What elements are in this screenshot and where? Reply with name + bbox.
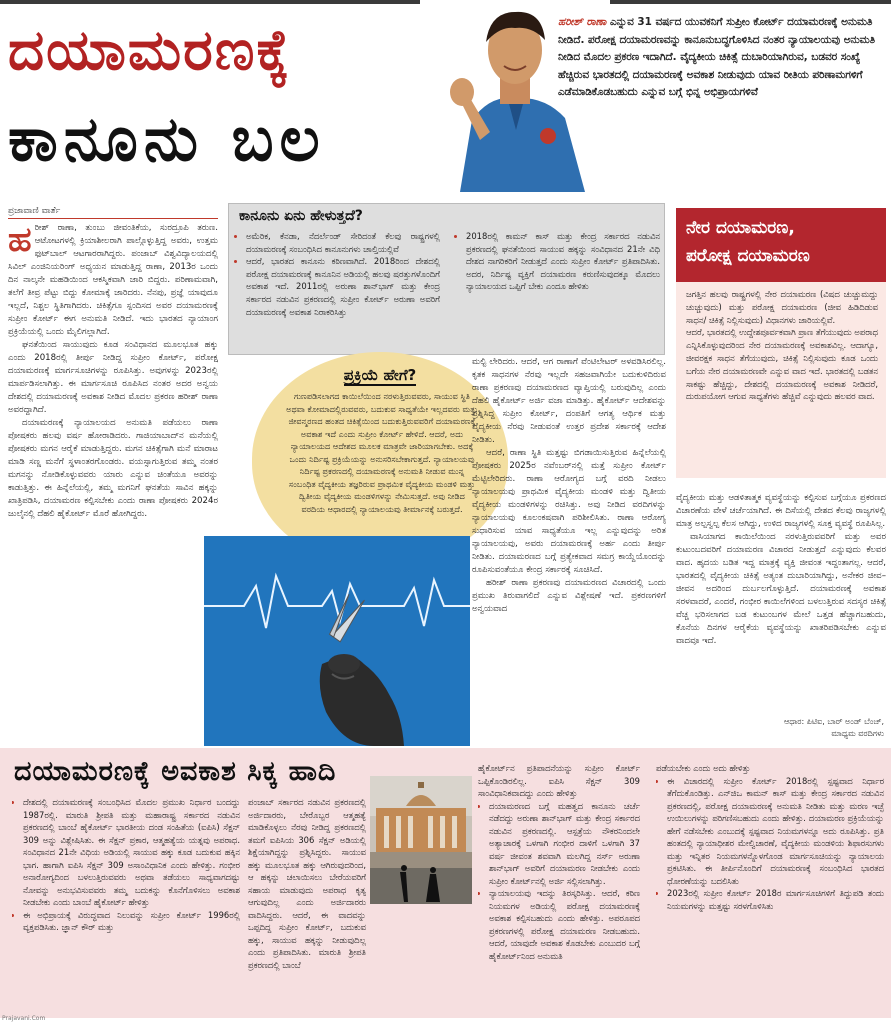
- col2-paragraph-1: ಮಲ್ಟಿ ಲೇರಿದರು. ಆದರೆ, ಆಗ ರಾಣಾಗೆ ವೆಂಟಿಲೇಟರ್‌ ಅಳವಡಿಸಿರಲಿಲ್ಲ. ಕೃತಕ ಸಾಧನಗಳ ನೆರವು ಇಲ್ಲದೇ ಸಹಜವಾಗಿಯೇ ಬದುಕುಳಿದಿರುವ ರಾಣಾ ಪ್ರಕರಣವು ದಯಾಮರಣದ ವ್ಯಾಪ್ತಿಯಲ್ಲಿ ಬರುವುದಿಲ್ಲ ಎಂದು ದೆಹಲಿ ಹೈಕೋರ್ಟ್‌ ಅರ್ಜಿ ವಜಾ ಮಾಡಿತ್ತು. ಹೈಕೋರ್ಟ್‌ ಆದೇಶವನ್ನು ಪ್ರಶ್ನಿಸಿದ್ದ ಸುಪ್ರೀಂ ಕೋರ್ಟ್‌, ದಂಪತಿಗೆ ಆಗತ್ಯ ಆರ್ಥಿಕ ಮತ್ತು ವೈದ್ಯಕೀಯ ನೆರವು ನೀಡುವಂತೆ ಉತ್ತರ ಪ್ರದೇಶ ಸರ್ಕಾರಕ್ಕೆ ಆದೇಶ ನೀಡಿತು.: [472, 357, 666, 445]
- intro-paragraph: [558, 14, 883, 102]
- law-point: • ಅಮೆರಿಕ, ಕೆನಡಾ, ನೆದರ್ಲೆಂಡ್‌ ಸೇರಿದಂತೆ ಕೆಲವು ರಾಷ್ಟ್ರಗಳಲ್ಲಿ ದಯಾಮರಣಕ್ಕೆ ಸಂಬಂಧಿಸಿದ ಕಾನೂನುಗಳು ಚಾಲ್ತಿಯಲ್ಲಿವೆ: [246, 230, 440, 255]
- timeline-point: • 2023ರಲ್ಲಿ ಸುಪ್ರೀಂ ಕೋರ್ಟ್‌ 2018ರ ಮಾರ್ಗಸೂಚಿಗಳಿಗೆ ತಿದ್ದುಪಡಿ ತಂದು ನಿಯಮಗಳನ್ನು ಮತ್ತಷ್ಟು ಸರಳಗೊಳಿಸಿತು: [667, 887, 884, 912]
- right-box-paragraph-1: ಜಗತ್ತಿನ ಹಲವು ರಾಷ್ಟ್ರಗಳಲ್ಲಿ ನೇರ ದಯಾಮರಣ (ವಿಷದ ಚುಚ್ಚುಮದ್ದು ಚುಚ್ಚುವುದು) ಮತ್ತು ಪರೋಕ್ಷ ದಯಾಮರಣ (ಜೀವ ಹಿಡಿದಿಡುವ ಸಾಧನ/ ಚಿಕಿತ್ಸೆ ನಿಲ್ಲಿಸುವುದು) ವಿಧಾನಗಳು ಜಾರಿಯಲ್ಲಿವೆ.: [686, 289, 878, 325]
- article-column-3: [676, 492, 886, 648]
- direct-indirect-title-1: ನೇರ ದಯಾಮರಣ,: [686, 218, 795, 238]
- right-box-paragraph-2: ಆದರೆ, ಭಾರತದಲ್ಲಿ ಉದ್ದೇಶಪೂರ್ವಕವಾಗಿ ಪ್ರಾಣ ತೆಗೆಯುವುದು ಅಪರಾಧ ಎನ್ನಿಸಿಕೊಳ್ಳುವುದರಿಂದ ನೇರ ದಯಾಮರಣಕ್ಕೆ ಅವಕಾಶವಿಲ್ಲ. ಆದಾಗ್ಯೂ, ಜೀವರಕ್ಷಕ ಸಾಧನ ತೆಗೆಯುವುದು, ಚಿಕಿತ್ಸೆ ನಿಲ್ಲಿಸುವುದು ಕೂಡ ಒಂದು ಬಗೆಯ ನೇರ ದಯಾಮರಣವೇ ಎನ್ನುವ ವಾದ ಇದೆ. ಭಾರತದಲ್ಲಿ ಬಡತನ ಸಾಕಷ್ಟು ಹೆಚ್ಚಿದ್ದು, ದೇಶದಲ್ಲಿ ದಯಾಮರಣಕ್ಕೆ ಅವಕಾಶ ನೀಡಿದರೆ, ದುರುಪಯೋಗ ಆಗುವ ಸಾಧ್ಯತೆಗಳು ಹೆಚ್ಚಿವೆ ಎನ್ನುವುದು ಹಲವರ ವಾದ.: [686, 327, 878, 402]
- scissors-cutting-heartbeat-illustration: [204, 536, 470, 746]
- direct-indirect-header: [676, 208, 886, 282]
- col1-paragraph-1: ರೀಶ್‌ ರಾಣಾ, ತುಂಬು ಜೀವಂತಿಕೆಯ, ಸುರದ್ರೂಪಿ ತರುಣ. ಆಟೋಟಗಳಲ್ಲಿ ಕ್ರಿಯಾಶೀಲರಾಗಿ ಪಾಲ್ಗೊಳ್ಳುತ್ತಿದ್ದ ಅವರು, ಉತ್ತಮ ಫುಟ್‌ಬಾಲ್‌ ಆಟಗಾರರಾಗಿದ್ದರು. ಪಂಜಾಬ್‌ ವಿಶ್ವವಿದ್ಯಾಲಯದಲ್ಲಿ ಸಿವಿಲ್‌ ಎಂಜಿನಿಯರಿಂಗ್‌ ಅಧ್ಯಯನ ಮಾಡುತ್ತಿದ್ದ ರಾಣಾ, 2013ರ ಒಂದು ದಿನ ನಾಲ್ಕನೇ ಮಹಡಿಯಿಂದ ಆಕಸ್ಮಿಕವಾಗಿ ಜಾರಿ ಬಿದ್ದರು. ಪರಿಣಾಮವಾಗಿ, ತಲೆಗೆ ತೀವ್ರ ಪೆಟ್ಟು ಬಿದ್ದು ಕೋಮಾಕ್ಕೆ ಜಾರಿದರು. ನೆನಪು, ಪ್ರಜ್ಞೆ ಯಾವುದೂ ಇಲ್ಲದೆ, ನಿಶ್ಚಲ ಸ್ಥಿತಿಗಾಗಿದರು. ಚಿಕಿತ್ಸೆಗೂ ಸ್ಪಂದಿಸದ ಅವರ ದಯಾಮರಣಕ್ಕೆ ಸುಪ್ರೀಂ ಕೋರ್ಟ್‌ ಈಗ ಅನುಮತಿ ನೀಡಿದೆ. ಇದು ಭಾರತದ ನ್ಯಾಯಾಂಗ ಪ್ರಕ್ರಿಯೆಯಲ್ಲಿ ಒಂದು ಮೈಲಿಗಲ್ಲಾಗಿದೆ.: [8, 223, 218, 337]
- article-column-2: [472, 356, 666, 616]
- timeline-column-2-text: ಪಂಜಾಬ್‌ ಸರ್ಕಾರದ ನಡುವಿನ ಪ್ರಕರಣದಲ್ಲಿ ಅರ್ಜಿದಾರರು, ಬೇರೊಬ್ಬರ ಆತ್ಮಹತ್ಯೆ ಮಾಡಿಕೊಳ್ಳಲು ನೆರವು ನೀಡಿದ್ದ ಪ್ರಕರಣದಲ್ಲಿ ತಮಗೆ ಐಪಿಸಿಯ 306 ಸೆಕ್ಷನ್‌ ಅಡಿಯಲ್ಲಿ ಶಿಕ್ಷೆಯಾಗಿದ್ದನ್ನು ಪ್ರಶ್ನಿಸಿದ್ದರು. ಸಾಯುವ ಹಕ್ಕು ಮೂಲಭೂತ ಹಕ್ಕು ಆಗಿರುವುದರಿಂದ, ಆ ಹಕ್ಕನ್ನು ಚಲಾಯಿಸಲು ಬೇರೆಯವರಿಗೆ ಸಹಾಯ ಮಾಡುವುದು ಅಪರಾಧ ಕೃತ್ಯ ಆಗುವುದಿಲ್ಲ ಎಂದು ಅರ್ಜಿದಾರರು ವಾದಿಸಿದ್ದರು. ಆದರೆ, ಈ ವಾದವನ್ನು ಒಪ್ಪದಿದ್ದ ಸುಪ್ರೀಂ ಕೋರ್ಟ್‌, ಬದುಕುವ ಹಕ್ಕು, ಸಾಯುವ ಹಕ್ಕನ್ನು ನೀಡುವುದಿಲ್ಲ ಎಂದು ಪ್ರತಿಪಾದಿಸಿತು. ಮಾರುತಿ ಶ್ರೀಪತಿ ಪ್ರಕರಣದಲ್ಲಿ ಬಾಂಬೆ: [248, 797, 366, 970]
- process-title: ಪ್ರಕ್ರಿಯೆ ಹೇಗೆ?: [343, 366, 417, 384]
- timeline-point: • ನ್ಯಾಯಾಲಯವು ಇದನ್ನು ತಿರಸ್ಕರಿಸಿತ್ತು. ಆದರೆ, ಕಠಿಣ ನಿಯಮಗಳ ಅಡಿಯಲ್ಲಿ ಪರೋಕ್ಷ ದಯಾಮರಣಕ್ಕೆ ಅವಕಾಶ ಕಲ್ಪಿಸಬಹುದು ಎಂದು ಹೇಳಿತ್ತು. ಅಪರೂಪದ ಪ್ರಕರಣಗಳಲ್ಲಿ ಪರೋಕ್ಷ ದಯಾಮರಣ ನೀಡಬಹುದು. ಆದರೆ, ಯಾವುದೇ ಅವಕಾಶ ಕೊಡಬೇಕು ಎಂಬುದರ ಬಗ್ಗೆ ಹೈಕೋರ್ಟ್‌ನಿಂದ ಅನುಮತಿ: [489, 887, 640, 962]
- timeline-column-1: [12, 796, 240, 1012]
- timeline-column-3-lead: ಹೈಕೋರ್ಟ್‌ನ ಪ್ರತಿಪಾದನೆಯನ್ನು ಸುಪ್ರೀಂ ಕೋರ್ಟ್‌ ಒಪ್ಪಿಕೊಂಡಿರಲಿಲ್ಲ. ಐಪಿಸಿ ಸೆಕ್ಷನ್‌ 309 ಸಾಂವಿಧಾನಿಕವಾದದ್ದು ಎಂದು ಹೇಳಿತ್ತು: [478, 763, 640, 798]
- headline-line-1: ದಯಾಮರಣಕ್ಕೆ: [8, 18, 292, 83]
- headline-line-2: ಕಾನೂನು ಬಲ: [8, 102, 326, 175]
- footer-credit: Prajavani.Com: [2, 1015, 46, 1022]
- col3-paragraph-2: ವಾಸಿಯಾಗದ ಕಾಯಿಲೆಯಿಂದ ನರಳುತ್ತಿರುವವರಿಗೆ ಮತ್ತು ಅವರ ಕುಟುಂಬದವರಿಗೆ ದಯಾಮರಣ ವಿಚಾರದ ನೀಡುತ್ತದೆ ಎನ್ನುವುದು ಕೆಲವರ ವಾದ. ಹೃದಯ ಬಡಿತ ಇದ್ದ ಮಾತ್ರಕ್ಕೆ ವ್ಯಕ್ತಿ ಜೀವಂತ ಇದ್ದಂತಾಗಲ್ಲ. ಆದರೆ, ಭಾರತದಲ್ಲಿ ವೈದ್ಯಕೀಯ ಚಿಕಿತ್ಸೆ ಅತ್ಯಂತ ದುಬಾರಿಯಾಗಿದ್ದು, ಅನೇಕರ ಜೀವ–ಜೀವನ ಅದರಿಂದ ದುರ್ಬಲಗೊಳ್ಳುತ್ತಿದೆ. ದಯಾಮರಣಕ್ಕೆ ಅವಕಾಶ ಸರಳವಾದರೆ, ಎಂದರೆ, ಗಂಭೀರ ಕಾಯಿಲೆಗಳಿಂದ ಬಳಲುತ್ತಿರುವ ಸದಸ್ಯರ ಚಿಕಿತ್ಸೆ ವೆಚ್ಚ ಭರಿಸಲಾಗದ ಬಡ ಕುಟುಂಬಗಳ ಮೇಲೆ ಒತ್ತಡ ಹೆಚ್ಚಾಗಬಹುದು, ಕೊನೆಯ ದಿನಗಳ ಆರೈಕೆಯ ವ್ಯವಸ್ಥೆಯನ್ನು ಖಾತರಿಪಡಿಸಬೇಕು ಎನ್ನುವ ವಾದವೂ ಇದೆ.: [676, 532, 886, 646]
- law-box: [228, 203, 665, 355]
- intro-name: ಹರೀಶ್‌ ರಾಣಾ: [558, 16, 607, 28]
- direct-indirect-box: [676, 208, 886, 478]
- process-text: ಗುಣಪಡಿಸಲಾಗದ ಕಾಯಿಲೆಯಿಂದ ನರಳುತ್ತಿರುವವರು, ಸಾಯುವ ಸ್ಥಿತಿ ಅಥವಾ ಕೋಮಾದಲ್ಲಿರುವವರು, ಬದುಕುವ ಸಾಧ್ಯತೆಯೇ ಇಲ್ಲದವರು ಮತ್ತು ಜೀವನ್ಮರಣದ ಹಂತದ ಚಿಕಿತ್ಸೆಯಿಂದ ಬದುಕುತ್ತಿರುವವರಿಗೆ ದಯಾಮರಣಕ್ಕೆ ಅವಕಾಶ ಇದೆ ಎಂದು ಸುಪ್ರೀಂ ಕೋರ್ಟ್‌ ಹೇಳಿದೆ. ಆದರೆ, ಅದು ನ್ಯಾಯಾಲಯದ ಆದೇಶದ ಮೂಲಕ ಮಾತ್ರವೇ ಜಾರಿಯಾಗಬೇಕು. ಅದಕ್ಕೆ ಒಂದು ನಿರ್ದಿಷ್ಟ ಪ್ರಕ್ರಿಯೆಯನ್ನು ಅನುಸರಿಸಬೇಕಾಗುತ್ತದೆ. ನ್ಯಾಯಾಲಯವು ನಿರ್ದಿಷ್ಟ ಪ್ರಕರಣದಲ್ಲಿ ದಯಾಮರಣಕ್ಕೆ ಅನುಮತಿ ನೀಡುವ ಮುನ್ನ ಸಂಬಂಧಿತ ವೈದ್ಯಕೀಯ ತಜ್ಞರಿರುವ ಪ್ರಾಥಮಿಕ ವೈದ್ಯಕೀಯ ಮಂಡಳಿ ಮತ್ತು ದ್ವಿತೀಯ ವೈದ್ಯಕೀಯ ಮಂಡಳಿಗಳನ್ನು ನೇಮಿಸುತ್ತದೆ. ಅವು ನೀಡಿದ ವರದಿಯ ಆಧಾರದಲ್ಲಿ ನ್ಯಾಯಾಲಯವು ತೀರ್ಮಾನಕ್ಕೆ ಬರುತ್ತದೆ.: [286, 391, 478, 514]
- source-line-2: ಮಾಧ್ಯಮ ವರದಿಗಳು: [831, 729, 884, 738]
- timeline-column-3: [478, 762, 640, 1012]
- source-line-1: ಆಧಾರ: ಪಿಟಿಐ, ಬಾರ್‌ ಅಂಡ್‌ ಬೆಂಚ್‌,: [784, 717, 884, 726]
- law-box-left: [235, 230, 440, 318]
- timeline-point: • ದೇಶದಲ್ಲಿ ದಯಾಮರಣಕ್ಕೆ ಸಂಬಂಧಿಸಿದ ಮೊದಲ ಪ್ರಮುಖ ನಿರ್ಧಾರ ಬಂದದ್ದು 1987ರಲ್ಲಿ. ಮಾರುತಿ ಶ್ರೀಪತಿ ಮತ್ತು ಮಹಾರಾಷ್ಟ್ರ ಸರ್ಕಾರದ ನಡುವಿನ ಪ್ರಕರಣದಲ್ಲಿ ಬಾಂಬೆ ಹೈಕೋರ್ಟ್‌ ಭಾರತೀಯ ದಂಡ ಸಂಹಿತೆಯ (ಐಪಿಸಿ) ಸೆಕ್ಷನ್‌ 309 ಅನ್ನು ವಿಶ್ಲೇಷಿಸಿತು. ಈ ಸೆಕ್ಷನ್‌ ಪ್ರಕಾರ, ಆತ್ಮಹತ್ಯೆಯ ಯತ್ನವು ಅಪರಾಧ. ಸಂವಿಧಾನದ 21ನೇ ವಿಧಿಯ ಅಡಿಯಲ್ಲಿ ಸಾಯುವ ಹಕ್ಕು ಕೂಡ ಬದುಕುವ ಹಕ್ಕಿನ ಭಾಗ. ಹಾಗಾಗಿ ಐಪಿಸಿ ಸೆಕ್ಷನ್‌ 309 ಅಸಾಂವಿಧಾನಿಕ ಎಂದು ಹೇಳಿತ್ತು. ಗಂಭೀರ ಅನಾರೋಗ್ಯದಿಂದ ಬಳಲುತ್ತಿರುವವರು ಅಥವಾ ತಡೆಯಲು ಸಾಧ್ಯವಾಗದಷ್ಟು ನೋವನ್ನು ಅನುಭವಿಸುವವರು ತಮ್ಮ ಬದುಕನ್ನು ಕೊನೆಗೊಳಿಸಲು ಅವಕಾಶ ನೀಡಬೇಕು ಎಂದು ಬಾಂಬೆ ಹೈಕೋರ್ಟ್‌ ಹೇಳಿತ್ತು: [23, 796, 240, 909]
- direct-indirect-text: [686, 288, 878, 403]
- timeline-column-4-lead: ಪಡೆಯಬೇಕು ಎಂದು ಅದು ಹೇಳಿತ್ತು: [656, 763, 751, 773]
- byline: ಪ್ರಜಾವಾಣಿ ವಾರ್ತೆ: [8, 206, 61, 216]
- col2-paragraph-3: ಹರೀಶ್‌ ರಾಣಾ ಪ್ರಕರಣವು ದಯಾಮರಣದ ವಿಚಾರದಲ್ಲಿ ಒಂದು ಪ್ರಮುಖ ತಿರುವಾಗಲಿದೆ ಎನ್ನುವ ವಿಶ್ಲೇಷಣೆ ಇದೆ. ಪ್ರಕರಣಗಳಿಗೆ ಅನ್ವಯವಾದ: [472, 578, 666, 614]
- direct-indirect-title-2: ಪರೋಕ್ಷ ದಯಾಮರಣ: [686, 246, 810, 266]
- law-point: • 2018ರಲ್ಲಿ ಕಾಮನ್‌ ಕಾಸ್‌ ಮತ್ತು ಕೇಂದ್ರ ಸರ್ಕಾರದ ನಡುವಿನ ಪ್ರಕರಣದಲ್ಲಿ ಘನತೆಯಿಂದ ಸಾಯುವ ಹಕ್ಕನ್ನು ಸಂವಿಧಾನದ 21ನೇ ವಿಧಿ ದೇಶದ ನಾಗರಿಕರಿಗೆ ನೀಡುತ್ತದೆ ಎಂದು ಸುಪ್ರೀಂ ಕೋರ್ಟ್‌ ಪ್ರತಿಪಾದಿಸಿತು. ಅದರ, ನಿರ್ದಿಷ್ಟ ವ್ಯಕ್ತಿಗೆ ದಯಾಮರಣ ಕರುಣಿಸುವುದಕ್ಕೂ ಮೊದಲು ನ್ಯಾಯಾಲಯದ ಒಪ್ಪಿಗೆ ಬೇಕು ಎಂದೂ ಹೇಳಿತು: [466, 230, 660, 293]
- col2-paragraph-2: ಆದರೆ, ರಾಣಾ ಸ್ಥಿತಿ ಮತ್ತಷ್ಟು ಬಿಗಡಾಯಿಸುತ್ತಿರುವ ಹಿನ್ನೆಲೆಯಲ್ಲಿ ಪೋಷಕರು 2025ರ ನವೆಂಬರ್‌ನಲ್ಲಿ ಮತ್ತೆ ಸುಪ್ರೀಂ ಕೋರ್ಟ್‌ ಮೆಟ್ಟಿಲೇರಿದರು. ರಾಣಾ ಆರೋಗ್ಯದ ಬಗ್ಗೆ ವರದಿ ನೀಡಲು ನ್ಯಾಯಾಲಯವು ಪ್ರಾಥಮಿಕ ವೈದ್ಯಕೀಯ ಮಂಡಳಿ ಮತ್ತು ದ್ವಿತೀಯ ವೈದ್ಯಕೀಯ ಮಂಡಳಿಗಳನ್ನು ರಚಿಸಿತ್ತು. ಅವು ನೀಡಿದ ವರದಿಗಳನ್ನು ನ್ಯಾಯಾಲಯವು ಕೂಲಂಕಷವಾಗಿ ಪರಿಶೀಲಿಸಿತು. ರಾಣಾ ಆರೋಗ್ಯ ಸುಧಾರಿಸುವ ಯಾವ ಸಾಧ್ಯತೆಯೂ ಇಲ್ಲ ಎನ್ನುವುದನ್ನು ಅರಿತ ನ್ಯಾಯಾಲಯವು, ಅವರು ದಯಾಮರಣಕ್ಕೆ ಅರ್ಹ ಎಂದು ತೀರ್ಪು ನೀಡಿತು. ದಯಾಮರಣದ ಬಗ್ಗೆ ಪ್ರತ್ಯೇಕವಾದ ಸಮಗ್ರ ಕಾಯ್ದೆಯೊಂದನ್ನು ರೂಪಿಸುವಂತೆಯೂ ಕೇಂದ್ರ ಸರ್ಕಾರಕ್ಕೆ ಸೂಚಿಸಿದೆ.: [472, 448, 666, 575]
- process-text-wrap: [286, 390, 478, 515]
- law-point: • ಆದರೆ, ಭಾರತದ ಕಾನೂನು ಕಠಿಣವಾಗಿದೆ. 2018ರಿಂದ ದೇಶದಲ್ಲಿ ಪರೋಕ್ಷ ದಯಾಮರಣಕ್ಕೆ ಕಾನೂನಿನ ಅಡಿಯಲ್ಲಿ ಹಲವು ಷರತ್ತುಗಳೊಂದಿಗೆ ಅವಕಾಶ ಇದೆ. 2011ರಲ್ಲಿ ಅರುಣಾ ಶಾನ್‌ಭಾಗ್‌ ಮತ್ತು ಕೇಂದ್ರ ಸರ್ಕಾರದ ನಡುವಿನ ಪ್ರಕರಣದಲ್ಲಿ ಸುಪ್ರೀಂ ಕೋರ್ಟ್‌ ಅರುಣಾ ಅವರಿಗೆ ದಯಾಮರಣಕ್ಕೆ ಅವಕಾಶ ನಿರಾಕರಿಸಿತ್ತು: [246, 255, 440, 318]
- timeline-title: ದಯಾಮರಣಕ್ಕೆ ಅವಕಾಶ ಸಿಕ್ಕ ಹಾದಿ: [14, 756, 337, 787]
- intro-text: ಎನ್ನುವ 31 ವರ್ಷದ ಯುವಕನಿಗೆ ಸುಪ್ರೀಂ ಕೋರ್ಟ್‌ ದಯಾಮರಣಕ್ಕೆ ಅನುಮತಿ ನೀಡಿದೆ. ಪರೋಕ್ಷ ದಯಾಮರಣವನ್ನು ಕಾನೂನುಬದ್ಧಗೊಳಿಸಿದ ನಂತರ ನ್ಯಾಯಾಲಯವು ಅನುಮತಿ ನೀಡಿದ ಮೊದಲ ಪ್ರಕರಣ ಇದಾಗಿದೆ. ವೈದ್ಯಕೀಯ ಚಿಕಿತ್ಸೆ ದುಬಾರಿಯಾಗಿರುವ, ಬಡವರ ಸಂಖ್ಯೆ ಹೆಚ್ಚಿರುವ ಭಾರತದಲ್ಲಿ ದಯಾಮರಣಕ್ಕೆ ಅವಕಾಶ ನೀಡುವುದು ಯಾವ ರೀತಿಯ ಪರಿಣಾಮಗಳಿಗೆ ಎಡೆಮಾಡಿಕೊಡಬಹುದು ಎನ್ನುವ ಬಗ್ಗೆ ಭಿನ್ನ ಅಭಿಪ್ರಾಯಗಳಿವೆ: [558, 16, 876, 98]
- timeline-point: • ದಯಾಮರಣದ ಬಗ್ಗೆ ಮಹತ್ವದ ಕಾನೂನು ಚರ್ಚೆ ನಡೆದದ್ದು ಅರುಣಾ ಶಾನ್‌ಭಾಗ್‌ ಮತ್ತು ಕೇಂದ್ರ ಸರ್ಕಾರದ ನಡುವಿನ ಪ್ರಕರಣದಲ್ಲಿ. ಆಸ್ಪತ್ರೆಯ ನೌಕರನಿಂದಲೇ ಅತ್ಯಾಚಾರಕ್ಕೆ ಒಳಗಾಗಿ ಗಂಭೀರ ದಾಳಿಗೆ ಒಳಗಾಗಿ 37 ವರ್ಷ ಜೀವಂತ ಶವವಾಗಿ ಮಲಗಿದ್ದ ನರ್ಸ್‌ ಅರುಣಾ ಶಾನ್‌ಭಾಗ್‌ ಅವರಿಗೆ ದಯಾಮರಣ ನೀಡಬೇಕು ಎಂದು ಸುಪ್ರೀಂ ಕೋರ್ಟ್‌ನಲ್ಲಿ ಅರ್ಜಿ ಸಲ್ಲಿಸಲಾಗಿತ್ತು.: [489, 800, 640, 888]
- col1-paragraph-3: ದಯಾಮರಣಕ್ಕೆ ನ್ಯಾಯಾಲಯದ ಅನುಮತಿ ಪಡೆಯಲು ರಾಣಾ ಪೋಷಕರು ಹಲವು ವರ್ಷ ಹೋರಾಡಿದರು. ಗಾಜಿಯಾಬಾದ್‌ನ ಮನೆಯಲ್ಲಿ ಪೋಷಕರು ಮಗನ ಆರೈಕೆ ಮಾಡುತ್ತಿದ್ದರು. ಮಗನ ಚಿಕಿತ್ಸೆಗಾಗಿ ಮನೆ ಮಾರಾಟ ಮಾಡಿ ಸಣ್ಣ ಮನೆಗೆ ಸ್ಥಳಾಂತರಗೊಂಡರು. ವಯಸ್ಸಾಗುತ್ತಿರುವ ತಮ್ಮ ನಂತರ ಮಗನನ್ನು ನೋಡಿಕೊಳ್ಳುವವರು ಯಾರು ಎನ್ನುವ ಚಿಂತೆಯೂ ಅವರನ್ನು ಕಾಡುತ್ತಿತ್ತು. ಈ ಹಿನ್ನೆಲೆಯಲ್ಲಿ, ತಮ್ಮ ಮಗನಿಗೆ ಘನತೆಯ ಸಾವಿನ ಹಕ್ಕನ್ನು ಖಾತ್ರಿಪಡಿಸಿ, ದಯಾಮರಣ ಕಲ್ಪಿಸಬೇಕು ಎಂದು ರಾಣಾ ಪೋಷಕರು 2024ರ ಜುಲೈನಲ್ಲಿ ದೆಹಲಿ ಹೈಕೋರ್ಟ್‌ ಮೊರೆ ಹೋಗಿದ್ದರು.: [8, 418, 218, 519]
- byline-rule: [8, 218, 218, 219]
- law-box-right: [455, 230, 660, 293]
- article-column-1: [8, 222, 218, 762]
- timeline-column-2: [248, 796, 366, 1012]
- source-credit: [676, 716, 884, 740]
- timeline-point: • ಈ ವಿಚಾರದಲ್ಲಿ ಸುಪ್ರೀಂ ಕೋರ್ಟ್‌ 2018ರಲ್ಲಿ ಸ್ಪಷ್ಟವಾದ ನಿರ್ಧಾರ ತೆಗೆದುಕೊಂಡಿತ್ತು. ಎನ್‌ಜಿಒ ಕಾಮನ್‌ ಕಾಸ್‌ ಮತ್ತು ಕೇಂದ್ರ ಸರ್ಕಾರದ ನಡುವಿನ ಪ್ರಕರಣದಲ್ಲಿ, ಪರೋಕ್ಷ ದಯಾಮರಣಕ್ಕೆ ಅನುಮತಿ ನೀಡಿತು ಮತ್ತು ಮರಣ ಇಚ್ಛೆ ಉಯಿಲುಗಳನ್ನು ಪರಿಗಣಿಸಬಹುದು ಎಂದು ಹೇಳಿತ್ತು. ದಯಾಮರಣ ಪ್ರಕ್ರಿಯೆಯನ್ನು ಹೇಗೆ ನಡೆಸಬೇಕು ಎಂಬುದಕ್ಕೆ ಸ್ಪಷ್ಟವಾದ ನಿಯಮಗಳನ್ನೂ ಅದು ರೂಪಿಸಿತ್ತು. ಪ್ರತಿ ಹಂತದಲ್ಲಿ ನ್ಯಾಯಾಧೀಶರ ಮೇಲ್ವಿಚಾರಣೆ, ವೈದ್ಯಕೀಯ ಮಂಡಳಿಯ ಶಿಫಾರಸುಗಳು ಮತ್ತು ಇನ್ನಿತರ ನಿಯಮಗಳನ್ನೊಳಗೊಂಡ ಮಾರ್ಗಸೂಚಿಯನ್ನು ನ್ಯಾಯಾಲಯ ಪ್ರಕಟಿಸಿತು. ಈ ತೀರ್ಪಿನೊಂದಿಗೆ ದಯಾಮರಣಕ್ಕೆ ಸಂಬಂಧಿಸಿದ ಭಾರತದ ಧೋರಣೆಯನ್ನು ಬದಲಿಸಿತು: [667, 775, 884, 888]
- col3-paragraph-1: ವೈದ್ಯಕೀಯ ಮತ್ತು ಆಡಳಿತಾತ್ಮಕ ವ್ಯವಸ್ಥೆಯನ್ನು ಕಲ್ಪಿಸುವ ಬಗ್ಗೆಯೂ ಪ್ರಕರಣದ ವಿಚಾರಣೆಯ ವೇಳೆ ಚರ್ಚೆಯಾಗಿದೆ. ಈ ದಿಸೆಯಲ್ಲಿ ದೇಶದ ಕೆಲವು ರಾಜ್ಯಗಳಲ್ಲಿ ಮಾತ್ರ ಅಲ್ಪಸ್ವಲ್ಪ ಕೆಲಸ ಆಗಿದ್ದು, ಉಳಿದ ರಾಜ್ಯಗಳಲ್ಲಿ ಸೂಕ್ತ ವ್ಯವಸ್ಥೆ ರೂಪಿಸಿಲ್ಲ.: [676, 493, 886, 529]
- timeline-column-4: [656, 762, 884, 1012]
- col1-paragraph-2: ಘನತೆಯಿಂದ ಸಾಯುವುದು ಕೂಡ ಸಂವಿಧಾನದ ಮೂಲಭೂತ ಹಕ್ಕು ಎಂದು 2018ರಲ್ಲಿ ತೀರ್ಪು ನೀಡಿದ್ದ ಸುಪ್ರೀಂ ಕೋರ್ಟ್‌, ಪರೋಕ್ಷ ದಯಾಮರಣಕ್ಕೆ ಮಾರ್ಗಸೂಚಿಗಳನ್ನು ರೂಪಿಸಿತ್ತು. ಅವುಗಳನ್ನು 2023ರಲ್ಲಿ ಮಾರ್ಪಡಿಸಲಾಗಿತ್ತು. ಈ ಮಾರ್ಗಸೂಚಿ ರೂಪಿಸಿದ ನಂತರ ಅದರ ಅನ್ವಯ ದೇಶದಲ್ಲಿ ದಯಾಮರಣಕ್ಕೆ ಅವಕಾಶ ನೀಡಿದ ಮೊದಲ ಪ್ರಕರಣ ಹರೀಶ್‌ ರಾಣಾ ಅವರದ್ದಾಗಿದೆ.: [8, 340, 218, 415]
- supreme-court-building-photo: [370, 776, 472, 904]
- law-box-title: ಕಾನೂನು ಏನು ಹೇಳುತ್ತದೆ?: [239, 208, 363, 224]
- drop-cap: ಹ: [8, 222, 32, 260]
- timeline-point: • ಈ ಅಭಿಪ್ರಾಯಕ್ಕೆ ವಿರುದ್ಧವಾದ ನಿಲುವನ್ನು ಸುಪ್ರೀಂ ಕೋರ್ಟ್‌ 1996ರಲ್ಲಿ ವ್ಯಕ್ತಪಡಿಸಿತು. ಜ್ಞಾನ್‌ ಕೌರ್‌ ಮತ್ತು: [23, 909, 240, 934]
